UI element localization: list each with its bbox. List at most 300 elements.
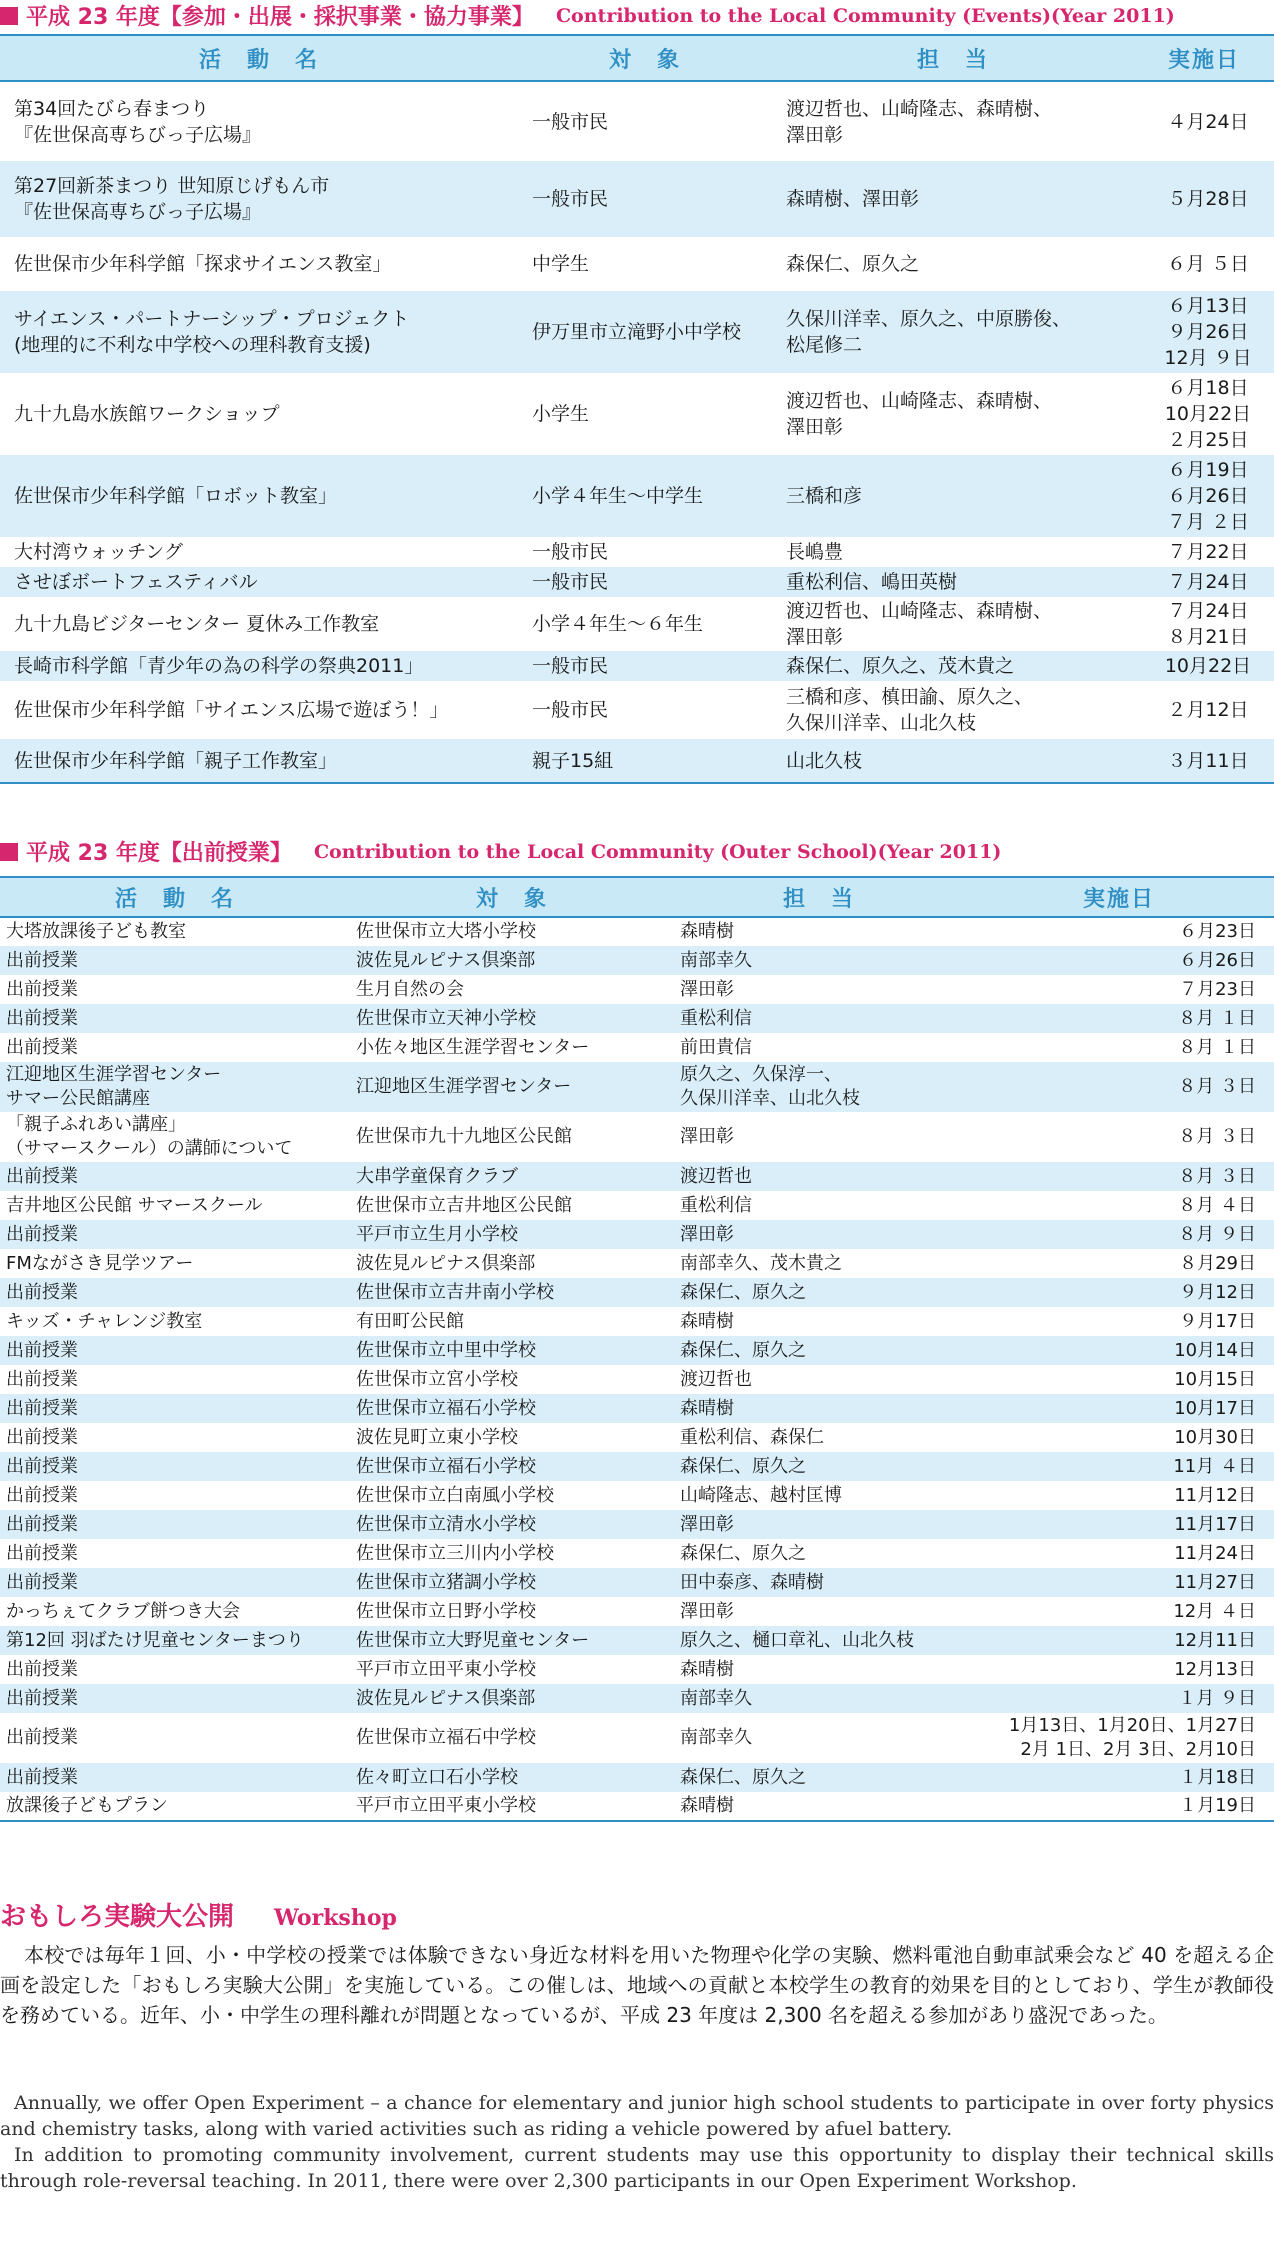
cell-line: 三橋和彦 — [786, 485, 863, 507]
cell-line: させぼボートフェスティバル — [14, 571, 258, 593]
cell-line: 出前授業 — [6, 1165, 78, 1187]
cell-line: 佐世保市少年科学館「サイエンス広場で遊ぼう！」 — [14, 699, 449, 721]
cell-staff — [674, 1763, 964, 1792]
cell-date — [964, 1307, 1274, 1336]
cell-staff — [772, 373, 1134, 455]
cell-line: 長崎市科学館「青少年の為の科学の祭典2011」 — [14, 655, 424, 677]
cell-staff — [674, 1112, 964, 1162]
cell-line: ８月 １日 — [1178, 1007, 1256, 1029]
cell-line: 森保仁、原久之、茂木貴之 — [786, 655, 1015, 677]
cell-target — [350, 1220, 674, 1249]
cell-activity — [0, 1423, 350, 1452]
cell-line: 久保川洋幸、山北久枝 — [680, 1088, 860, 1109]
cell-date — [964, 1792, 1274, 1821]
table-row — [0, 1510, 1274, 1539]
cell-date — [1134, 455, 1274, 537]
cell-target — [350, 1510, 674, 1539]
cell-line: 九十九島ビジターセンター 夏休み工作教室 — [14, 613, 380, 635]
table-row — [0, 1792, 1274, 1821]
cell-staff — [674, 1191, 964, 1220]
cell-target — [350, 1062, 674, 1112]
header-target: 対 象 — [518, 35, 772, 81]
cell-target — [350, 1655, 674, 1684]
cell-line: 大塔放課後子ども教室 — [6, 921, 186, 942]
section1-title-jp: 平成 23 年度【参加・出展・採択事業・協力事業】 — [26, 5, 534, 30]
cell-staff — [772, 161, 1134, 237]
cell-line: 一般市民 — [532, 541, 609, 563]
cell-line: 10月22日 — [1164, 655, 1252, 677]
cell-staff — [674, 1539, 964, 1568]
cell-line: 第34回たびら春まつり — [14, 97, 210, 120]
cell-activity — [0, 1004, 350, 1033]
cell-line: 小佐々地区生涯学習センター — [356, 1036, 590, 1058]
header-staff: 担 当 — [674, 877, 964, 917]
cell-activity — [0, 1481, 350, 1510]
cell-activity — [0, 1763, 350, 1792]
cell-line: ８月 ９日 — [1178, 1223, 1256, 1245]
cell-date — [964, 1655, 1274, 1684]
cell-target — [518, 681, 772, 739]
cell-staff — [772, 739, 1134, 783]
cell-staff — [674, 1423, 964, 1452]
cell-line: ７月22日 — [1167, 541, 1249, 563]
cell-activity — [0, 1792, 350, 1821]
table-row — [0, 291, 1274, 373]
cell-activity — [0, 1307, 350, 1336]
cell-activity — [0, 455, 518, 537]
cell-line: 森晴樹 — [680, 1795, 734, 1816]
cell-line: ２月12日 — [1167, 699, 1249, 721]
cell-date — [964, 1568, 1274, 1597]
workshop-body-en-paragraph: Annually, we offer Open Experiment – a chance for elementary and junior high school students to participate in over forty physics and chemistry tasks, along with varied activities such as riding a vehicle powered by afuel battery. — [0, 2092, 1274, 2140]
cell-line: 出前授業 — [6, 1687, 78, 1709]
cell-staff — [674, 1004, 964, 1033]
cell-date — [1134, 237, 1274, 291]
header-target: 対 象 — [350, 877, 674, 917]
cell-target — [350, 1336, 674, 1365]
cell-line: 一般市民 — [532, 110, 609, 133]
cell-line: 小学生 — [532, 403, 590, 425]
cell-line: 澤田彰 — [680, 978, 734, 1000]
cell-line: 佐世保市立福石小学校 — [356, 1455, 536, 1477]
cell-date — [1134, 597, 1274, 651]
cell-activity — [0, 946, 350, 975]
cell-line: 一般市民 — [532, 571, 609, 593]
table-row — [0, 81, 1274, 161]
cell-line: 山崎隆志、越村匡博 — [680, 1484, 842, 1506]
cell-line: 九十九島水族館ワークショップ — [14, 403, 280, 425]
cell-staff — [674, 1220, 964, 1249]
cell-date — [964, 1220, 1274, 1249]
cell-staff — [674, 1626, 964, 1655]
cell-activity — [0, 1162, 350, 1191]
cell-activity — [0, 291, 518, 373]
cell-line: 佐世保市立大塔小学校 — [356, 921, 536, 942]
table-row — [0, 946, 1274, 975]
cell-staff — [674, 975, 964, 1004]
cell-target — [518, 81, 772, 161]
cell-date — [1134, 81, 1274, 161]
cell-staff — [674, 1713, 964, 1763]
cell-line: ６月 ５日 — [1166, 253, 1250, 275]
cell-line: 佐世保市立三川内小学校 — [356, 1542, 554, 1564]
cell-line: 波佐見ルピナス倶楽部 — [356, 1252, 536, 1274]
cell-staff — [674, 1452, 964, 1481]
cell-date — [1134, 567, 1274, 597]
table-row — [0, 1307, 1274, 1336]
cell-line: 12月 ４日 — [1173, 1600, 1256, 1622]
cell-activity — [0, 1452, 350, 1481]
cell-target — [350, 1452, 674, 1481]
cell-line: 山北久枝 — [786, 749, 863, 772]
cell-line: 森晴樹 — [680, 1658, 734, 1680]
cell-line: 江迎地区生涯学習センター — [356, 1076, 572, 1097]
cell-staff — [674, 917, 964, 946]
cell-line: 澤田彰 — [786, 416, 844, 438]
cell-line: 佐世保市少年科学館「探求サイエンス教室」 — [14, 253, 392, 275]
cell-line: 佐世保市九十九地区公民館 — [356, 1126, 572, 1147]
cell-activity — [0, 1336, 350, 1365]
cell-line: 10月17日 — [1174, 1397, 1256, 1419]
table-row — [0, 1004, 1274, 1033]
cell-target — [350, 1597, 674, 1626]
cell-target — [350, 1365, 674, 1394]
cell-date — [1134, 161, 1274, 237]
cell-line: 生月自然の会 — [356, 978, 464, 1000]
cell-line: 12月11日 — [1174, 1629, 1256, 1651]
cell-line: 出前授業 — [6, 1281, 78, 1303]
cell-line: 森晴樹 — [680, 921, 734, 942]
cell-line: 重松利信 — [680, 1194, 752, 1216]
cell-line: 久保川洋幸、原久之、中原勝俊、 — [786, 308, 1072, 330]
cell-line: 三橋和彦、槙田諭、原久之、 — [786, 686, 1034, 708]
cell-target — [350, 946, 674, 975]
cell-line: 小学４年生～６年生 — [532, 613, 704, 635]
square-bullet-icon — [0, 843, 18, 861]
cell-target — [350, 917, 674, 946]
cell-staff — [772, 537, 1134, 567]
cell-date — [964, 917, 1274, 946]
table-row — [0, 917, 1274, 946]
cell-staff — [674, 1336, 964, 1365]
cell-line: 吉井地区公民館 サマースクール — [6, 1194, 263, 1216]
cell-line: 出前授業 — [6, 1397, 78, 1419]
cell-staff — [674, 1481, 964, 1510]
cell-line: 松尾修二 — [786, 334, 863, 356]
cell-line: 澤田彰 — [680, 1126, 734, 1147]
cell-staff — [674, 1792, 964, 1821]
cell-target — [350, 975, 674, 1004]
cell-staff — [674, 1062, 964, 1112]
cell-line: 南部幸久 — [680, 949, 752, 971]
table-row — [0, 1452, 1274, 1481]
cell-date — [964, 1278, 1274, 1307]
cell-staff — [772, 455, 1134, 537]
table-row — [0, 1336, 1274, 1365]
cell-date — [1134, 373, 1274, 455]
cell-line: 出前授業 — [6, 1658, 78, 1680]
cell-line: 波佐見町立東小学校 — [356, 1426, 518, 1448]
cell-line: 久保川洋幸、山北久枝 — [786, 712, 977, 734]
workshop-body-en — [0, 2090, 1274, 2194]
cell-line: 原久之、樋口章礼、山北久枝 — [680, 1629, 914, 1651]
cell-target — [350, 1713, 674, 1763]
cell-activity — [0, 1597, 350, 1626]
cell-date — [964, 1597, 1274, 1626]
cell-line: 放課後子どもプラン — [6, 1795, 168, 1816]
cell-line: 小学４年生～中学生 — [532, 485, 704, 507]
cell-line: 平戸市立田平東小学校 — [356, 1795, 536, 1816]
cell-line: 出前授業 — [6, 949, 78, 971]
header-activity: 活 動 名 — [0, 877, 350, 917]
cell-line: 原久之、久保淳一、 — [680, 1064, 842, 1085]
table-row — [0, 1033, 1274, 1062]
cell-activity — [0, 1713, 350, 1763]
cell-date — [964, 1365, 1274, 1394]
cell-date — [964, 1033, 1274, 1062]
cell-date — [1134, 651, 1274, 681]
cell-line: １月 ９日 — [1178, 1687, 1256, 1709]
cell-date — [964, 1112, 1274, 1162]
cell-staff — [772, 567, 1134, 597]
table-row — [0, 1278, 1274, 1307]
cell-line: 長嶋豊 — [786, 541, 844, 563]
cell-line: 11月17日 — [1174, 1513, 1256, 1535]
cell-activity — [0, 1510, 350, 1539]
workshop-heading — [0, 1896, 397, 1933]
cell-line: 渡辺哲也、山崎隆志、森晴樹、 — [786, 600, 1053, 622]
cell-line: ８月 ３日 — [1178, 1126, 1256, 1147]
cell-staff — [772, 81, 1134, 161]
cell-line: ６月26日 — [1167, 485, 1249, 507]
cell-line: 出前授業 — [6, 978, 78, 1000]
cell-activity — [0, 1684, 350, 1713]
table-row — [0, 161, 1274, 237]
cell-activity — [0, 975, 350, 1004]
table-row — [0, 975, 1274, 1004]
cell-line: 佐世保市立大野児童センター — [356, 1629, 590, 1651]
cell-line: 出前授業 — [6, 1426, 78, 1448]
table-row — [0, 1597, 1274, 1626]
cell-line: 出前授業 — [6, 1571, 78, 1593]
cell-line: 佐世保市立天神小学校 — [356, 1007, 536, 1029]
section1-title-en: Contribution to the Local Community (Events)(Year 2011) — [555, 4, 1175, 27]
cell-line: ８月29日 — [1179, 1252, 1256, 1274]
workshop-title-jp: おもしろ実験大公開 — [0, 1902, 235, 1932]
cell-activity — [0, 1033, 350, 1062]
cell-line: ７月 ２日 — [1166, 511, 1250, 533]
table-row — [0, 739, 1274, 783]
cell-target — [518, 651, 772, 681]
cell-target — [350, 1191, 674, 1220]
cell-line: 「親子ふれあい講座」 — [6, 1114, 186, 1135]
cell-line: 12月13日 — [1174, 1658, 1256, 1680]
cell-line: 渡辺哲也 — [680, 1368, 752, 1390]
cell-line: １月18日 — [1179, 1766, 1256, 1788]
cell-date — [964, 1713, 1274, 1763]
cell-line: 佐世保市立清水小学校 — [356, 1513, 536, 1535]
table-row — [0, 1713, 1274, 1763]
cell-line: 出前授業 — [6, 1727, 78, 1748]
cell-target — [518, 455, 772, 537]
cell-line: 重松利信、嶋田英樹 — [786, 571, 958, 593]
cell-target — [350, 1112, 674, 1162]
events-table — [0, 34, 1274, 784]
cell-line: 南部幸久 — [680, 1687, 752, 1709]
cell-activity — [0, 681, 518, 739]
cell-line: 森保仁、原久之 — [680, 1339, 806, 1361]
cell-line: 森保仁、原久之 — [680, 1542, 806, 1564]
table-row — [0, 1423, 1274, 1452]
cell-target — [350, 1162, 674, 1191]
cell-date — [1134, 291, 1274, 373]
cell-line: 出前授業 — [6, 1223, 78, 1245]
cell-staff — [772, 237, 1134, 291]
cell-line: 澤田彰 — [786, 123, 844, 146]
cell-date — [964, 1539, 1274, 1568]
cell-activity — [0, 1220, 350, 1249]
section2-title-jp: 平成 23 年度【出前授業】 — [26, 841, 292, 866]
header-date: 実施日 — [1134, 35, 1274, 81]
cell-date — [964, 1062, 1274, 1112]
cell-activity — [0, 81, 518, 161]
cell-line: 重松利信、森保仁 — [680, 1426, 824, 1448]
cell-date — [964, 1162, 1274, 1191]
table-row — [0, 1626, 1274, 1655]
cell-date — [964, 1763, 1274, 1792]
cell-line: 12月 ９日 — [1164, 347, 1252, 369]
cell-line: 渡辺哲也、山崎隆志、森晴樹、 — [786, 97, 1053, 120]
cell-target — [350, 1539, 674, 1568]
cell-staff — [674, 1278, 964, 1307]
table-row — [0, 537, 1274, 567]
table-row — [0, 373, 1274, 455]
cell-staff — [674, 1365, 964, 1394]
cell-line: 佐世保市立福石中学校 — [356, 1727, 536, 1748]
outer-school-table-header — [0, 877, 1274, 917]
cell-line: 出前授業 — [6, 1368, 78, 1390]
cell-line: ８月 ３日 — [1178, 1076, 1256, 1097]
cell-line: 佐世保市少年科学館「ロボット教室」 — [14, 485, 338, 507]
cell-line: 森保仁、原久之 — [680, 1766, 806, 1788]
cell-activity — [0, 1568, 350, 1597]
cell-line: FMながさき見学ツアー — [6, 1252, 194, 1274]
cell-line: 11月12日 — [1174, 1484, 1256, 1506]
cell-line: 出前授業 — [6, 1484, 78, 1506]
cell-line: 森晴樹 — [680, 1397, 734, 1419]
cell-activity — [0, 1626, 350, 1655]
events-table-header — [0, 35, 1274, 81]
cell-line: 『佐世保高専ちびっ子広場』 — [14, 201, 262, 223]
cell-target — [350, 1278, 674, 1307]
cell-line: 大串学童保育クラブ — [356, 1165, 518, 1187]
cell-line: ６月19日 — [1167, 459, 1249, 481]
cell-staff — [772, 291, 1134, 373]
table-row — [0, 455, 1274, 537]
cell-target — [350, 1004, 674, 1033]
section2-title-en: Contribution to the Local Community (Outer School)(Year 2011) — [313, 840, 1002, 863]
cell-line: 有田町公民館 — [356, 1310, 464, 1332]
workshop-body-jp: 本校では毎年１回、小・中学校の授業では体験できない身近な材料を用いた物理や化学の実験、燃料電池自動車試乗会など 40 を超える企画を設定した「おもしろ実験大公開」を実施している。この催しは、地域への貢献と本校学生の教育的効果を目的としており、学生が教師役を務めている。近年、小・中学生の理科離れが問題となっているが、平成 23 年度は 2,300 名を超える参加があり盛況であった。 — [0, 1943, 1274, 2027]
cell-activity — [0, 1278, 350, 1307]
cell-line: 森保仁、原久之 — [680, 1281, 806, 1303]
table-row — [0, 1112, 1274, 1162]
cell-staff — [674, 1307, 964, 1336]
cell-target — [518, 291, 772, 373]
cell-activity — [0, 161, 518, 237]
cell-line: 佐世保市立宮小学校 — [356, 1368, 518, 1390]
table-row — [0, 1655, 1274, 1684]
cell-staff — [674, 1684, 964, 1713]
cell-line: 森晴樹、澤田彰 — [786, 188, 920, 210]
cell-activity — [0, 373, 518, 455]
cell-staff — [674, 946, 964, 975]
square-bullet-icon — [0, 7, 18, 25]
cell-line: 森晴樹 — [680, 1310, 734, 1332]
cell-activity — [0, 1112, 350, 1162]
cell-target — [518, 237, 772, 291]
cell-line: 佐世保市立福石小学校 — [356, 1397, 536, 1419]
cell-line: キッズ・チャレンジ教室 — [6, 1310, 203, 1332]
cell-line: 渡辺哲也、山崎隆志、森晴樹、 — [786, 390, 1053, 412]
cell-activity — [0, 651, 518, 681]
cell-target — [350, 1763, 674, 1792]
cell-line: 中学生 — [532, 253, 590, 275]
cell-line: サマー公民館講座 — [6, 1088, 150, 1109]
cell-line: 11月27日 — [1174, 1571, 1256, 1593]
cell-date — [964, 1191, 1274, 1220]
cell-staff — [674, 1510, 964, 1539]
table-row — [0, 1220, 1274, 1249]
cell-staff — [674, 1597, 964, 1626]
cell-line: 佐世保市立吉井南小学校 — [356, 1281, 554, 1303]
cell-line: ９月12日 — [1179, 1281, 1256, 1303]
cell-staff — [674, 1162, 964, 1191]
cell-line: ２月25日 — [1167, 429, 1249, 451]
cell-line: ５月28日 — [1167, 188, 1249, 210]
cell-activity — [0, 1191, 350, 1220]
workshop-title-en: Workshop — [274, 1905, 397, 1931]
header-date: 実施日 — [964, 877, 1274, 917]
cell-target — [350, 1481, 674, 1510]
cell-line: 第27回新茶まつり 世知原じげもん市 — [14, 175, 330, 197]
cell-date — [1134, 537, 1274, 567]
cell-target — [350, 1568, 674, 1597]
cell-activity — [0, 1394, 350, 1423]
cell-line: 1月13日、1月20日、1月27日 — [1008, 1715, 1256, 1736]
cell-line: 『佐世保高専ちびっ子広場』 — [14, 123, 262, 146]
cell-date — [964, 1510, 1274, 1539]
table-row — [0, 1365, 1274, 1394]
cell-date — [1134, 739, 1274, 783]
table-row — [0, 1394, 1274, 1423]
cell-date — [964, 1394, 1274, 1423]
cell-date — [1134, 681, 1274, 739]
cell-line: 第12回 羽ばたけ児童センターまつり — [6, 1629, 304, 1651]
cell-activity — [0, 917, 350, 946]
cell-activity — [0, 1655, 350, 1684]
workshop-body-en-paragraph: In addition to promoting community involvement, current students may use this opportunity to display their technical skills through role-reversal teaching. In 2011, there were over 2,300 participants in our Open Experiment Workshop. — [0, 2144, 1274, 2192]
cell-line: ７月23日 — [1179, 978, 1256, 1000]
cell-date — [964, 1249, 1274, 1278]
cell-line: 澤田彰 — [680, 1223, 734, 1245]
cell-line: (地理的に不利な中学校への理科教育支援) — [14, 334, 371, 356]
cell-target — [518, 597, 772, 651]
table-row — [0, 1763, 1274, 1792]
cell-line: 出前授業 — [6, 1455, 78, 1477]
cell-line: 南部幸久、茂木貴之 — [680, 1252, 842, 1274]
table-row — [0, 1539, 1274, 1568]
